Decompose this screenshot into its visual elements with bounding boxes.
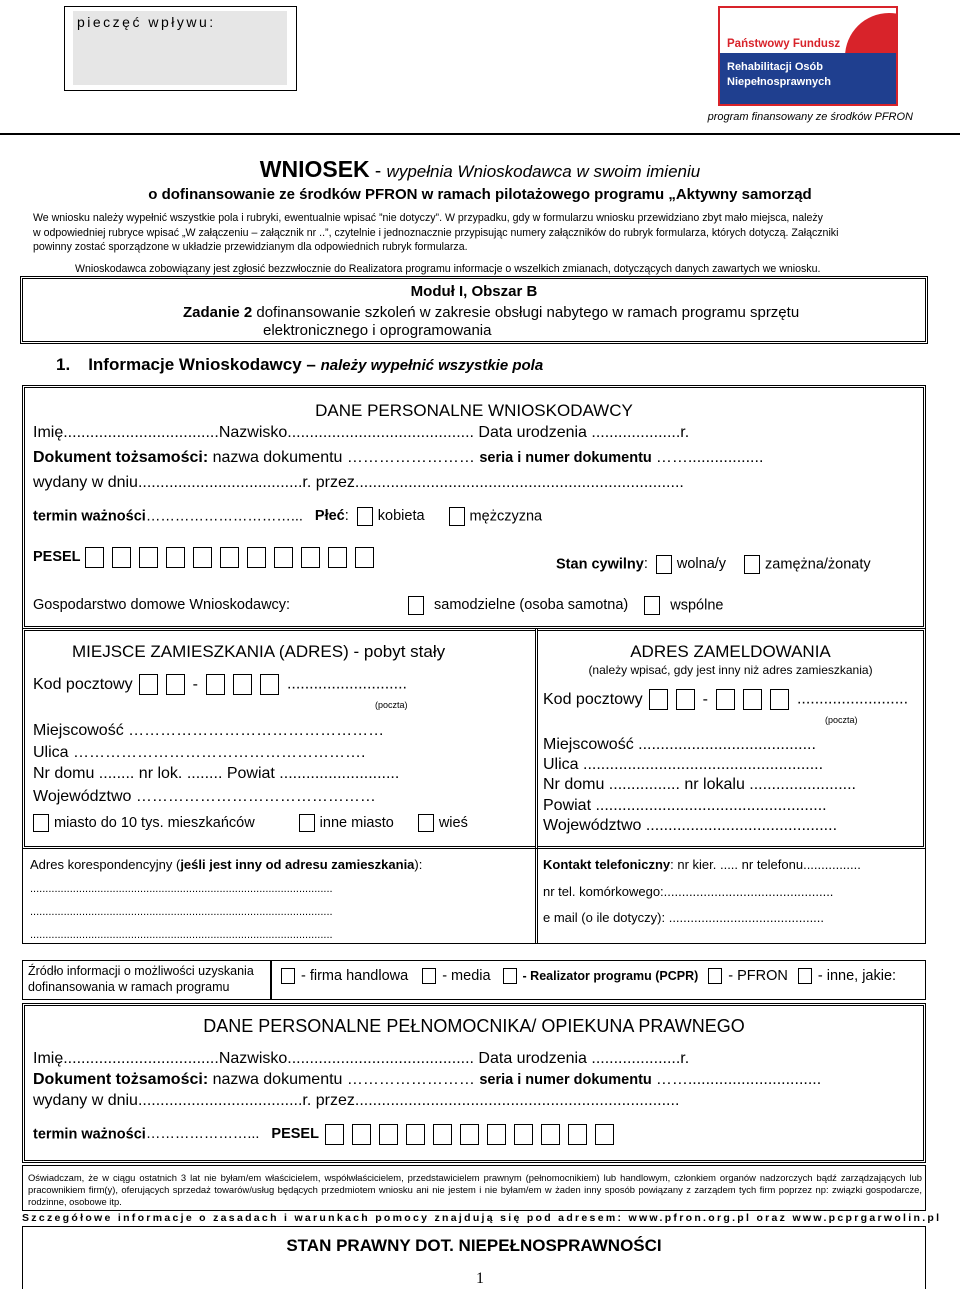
pesel-digit-box[interactable] <box>328 547 347 568</box>
source-divider <box>270 960 272 1000</box>
source-other-checkbox[interactable] <box>798 968 812 984</box>
postal-box[interactable] <box>716 689 735 710</box>
registration-city[interactable]: Miejscowość ........................................ <box>543 736 816 753</box>
stamp-label: pieczęć wpływu: <box>77 14 216 30</box>
pesel-digit-box[interactable] <box>325 1124 344 1145</box>
source-pfron-checkbox[interactable] <box>708 968 722 984</box>
task-number: Zadanie 2 <box>183 304 253 321</box>
pesel-digit-box[interactable] <box>355 547 374 568</box>
pesel-boxes <box>325 1126 622 1142</box>
pesel-digit-box[interactable] <box>433 1124 452 1145</box>
residence-locality-type <box>33 814 468 832</box>
task-text: dofinansowanie szkoleń w zakresie obsługi nabytego w ramach programu sprzętu <box>252 304 800 321</box>
household-row <box>33 597 290 613</box>
pesel-digit-box[interactable] <box>220 547 239 568</box>
postal-box[interactable] <box>206 674 225 695</box>
pesel-digit-box[interactable] <box>460 1124 479 1145</box>
title-line-2: o dofinansowanie ze środków PFRON w ramach pilotażowego programu „Aktywny samorząd <box>148 186 812 203</box>
correspondence-line[interactable]: ................................................................................................... <box>30 883 333 895</box>
sex-male-label: mężczyzna <box>469 508 543 525</box>
postal-box[interactable] <box>139 674 158 695</box>
form-title <box>0 156 960 183</box>
postal-box[interactable] <box>770 689 789 710</box>
applicant-pesel-row <box>33 547 382 568</box>
locality-village-checkbox[interactable] <box>418 814 434 832</box>
header-divider <box>0 133 960 135</box>
module-title: Moduł I, Obszar B <box>410 283 538 300</box>
residence-heading: MIEJSCE ZAMIESZKANIA (ADRES) - pobyt stały <box>72 642 446 661</box>
applicant-name-line[interactable]: Imię...................................Nazwisko.......................................... Data urodzenia ....................r. <box>33 424 690 441</box>
stamp-box <box>64 6 297 91</box>
personal-data-heading: DANE PERSONALNE WNIOSKODAWCY <box>315 401 633 420</box>
logo-line-2: Rehabilitacji Osób <box>727 61 823 73</box>
contact-email[interactable]: e mail (o ile dotyczy): ........................................... <box>543 910 825 925</box>
title-dash: - <box>369 161 387 182</box>
pesel-digit-box[interactable] <box>166 547 185 568</box>
correspondence-label: Adres korespondencyjny (jeśli jest inny od adresu zamieszkania): <box>30 857 423 872</box>
source-options: - firma handlowa - media - Realizator programu (PCPR) - PFRON - inne, jakie: <box>281 968 896 984</box>
marital-married-checkbox[interactable] <box>744 555 760 574</box>
section-1-title: Informacje Wnioskodawcy <box>88 355 302 374</box>
residence-postal-hint: (poczta) <box>375 700 408 710</box>
module-task-line-1 <box>183 304 799 321</box>
postal-box[interactable] <box>743 689 762 710</box>
registration-postal-label: Kod pocztowy <box>543 690 643 708</box>
postal-box[interactable] <box>233 674 252 695</box>
residence-house[interactable]: Nr domu ........ nr lok. ........ Powiat ........................... <box>33 765 400 782</box>
postal-box[interactable] <box>166 674 185 695</box>
section-1-note: należy wypełnić wszystkie pola <box>320 357 544 374</box>
postal-box[interactable] <box>649 689 668 710</box>
household-single-checkbox[interactable] <box>408 596 424 615</box>
marital-single-checkbox[interactable] <box>656 555 672 574</box>
section-1-dash: – <box>301 355 321 374</box>
pesel-digit-box[interactable] <box>247 547 266 568</box>
representative-document-line[interactable]: Dokument tożsamości: nazwa dokumentu …………………… seria i numer dokumentu …….............................. <box>33 1071 822 1088</box>
sex-male-checkbox[interactable] <box>449 507 465 526</box>
applicant-document-line[interactable] <box>33 449 763 467</box>
household-shared-checkbox[interactable] <box>644 596 660 615</box>
pfron-logo <box>718 6 898 106</box>
instructions-line-3: powinny zostać sporządzone w układzie przewidzianym dla odpowiednich rubryk formularza. <box>33 241 468 253</box>
household-options <box>408 596 723 615</box>
instructions-line-1: We wniosku należy wypełnić wszystkie pola i rubryki, ewentualnie wpisać ”nie dotyczy”. W przypadku, gdy w formularzu wniosku przewidziano zbyt mało miejsca, należy <box>33 212 823 224</box>
title-main: WNIOSEK <box>259 156 370 182</box>
logo-line-1: Państwowy Fundusz <box>727 38 841 50</box>
contact-phone[interactable]: Kontakt telefoniczny: nr kier. ..... nr telefonu................ <box>543 857 861 872</box>
household-shared-label: wspólne <box>670 597 724 614</box>
postal-dash: - <box>192 675 198 693</box>
representative-pesel-label: PESEL <box>271 1126 319 1143</box>
marital-married-label: zamężna/żonaty <box>765 556 871 573</box>
source-label-2: dofinansowania w ramach programu <box>28 980 230 994</box>
household-label: Gospodarstwo domowe Wnioskodawcy: <box>33 597 291 613</box>
household-single-label: samodzielne (osoba samotna) <box>434 597 629 614</box>
representative-name-line[interactable]: Imię...................................Nazwisko.......................................... Data urodzenia ....................r. <box>33 1050 690 1067</box>
doc-label: Dokument tożsamości: <box>33 449 209 466</box>
pesel-digit-box[interactable] <box>193 547 212 568</box>
source-shop-checkbox[interactable] <box>281 968 295 984</box>
sex-label: Płeć <box>314 508 345 525</box>
instructions-line-2: w odpowiedniej rubryce wpisać „W załączeniu – załącznik nr ..”, czytelnie i jednoznacznie przypisując numery załączników do rubryk formularza, których dotyczą. Załączniki <box>33 227 839 239</box>
validity-dots[interactable]: …………………………... <box>145 508 303 525</box>
residence-city[interactable]: Miejscowość ………………………………………… <box>33 722 385 739</box>
correspondence-line[interactable]: ................................................................................................... <box>30 929 333 941</box>
pesel-digit-box[interactable] <box>85 547 104 568</box>
section-1-number: 1. <box>56 355 71 374</box>
residence-postal-row <box>33 674 407 695</box>
pesel-digit-box[interactable] <box>487 1124 506 1145</box>
pesel-digit-box[interactable] <box>514 1124 533 1145</box>
funding-note: program finansowany ze środków PFRON <box>707 111 913 123</box>
registration-street[interactable]: Ulica ...................................................... <box>543 756 824 773</box>
source-label-1: Źródło informacji o możliwości uzyskania <box>28 964 254 978</box>
pesel-label: PESEL <box>33 549 81 566</box>
marital-label: Stan cywilny <box>556 556 644 573</box>
representative-heading: DANE PERSONALNE PEŁNOMOCNIKA/ OPIEKUNA PRAWNEGO <box>203 1016 745 1036</box>
registration-county[interactable]: Powiat .................................................... <box>543 797 827 814</box>
validity-label: termin ważności <box>33 508 146 525</box>
residence-voivodeship[interactable]: Województwo ……………………………………… <box>33 788 376 805</box>
doc-name: nazwa dokumentu …………………… <box>208 449 480 466</box>
declaration-text: Oświadczam, że w ciągu ostatnich 3 lat nie byłam/em właścicielem, współwłaścicielem, przedstawicielem prawnym (pełnomocnikiem) lub handlowym, członkiem organów nadzorczych bądź zarządzających lub pracownikiem firm(y), oferujących sprzedaż towarów/usług będących przedmiotem wniosku ani nie jestem i nie byłam/em w żaden inny sposób powiązany z zarządem tych firm poprzez np: związki gospodarcze, rodzinne, osobowe itp. <box>28 1172 922 1207</box>
registration-postal-dots[interactable]: ......................... <box>796 690 909 708</box>
pesel-digit-box[interactable] <box>379 1124 398 1145</box>
pesel-digit-box[interactable] <box>406 1124 425 1145</box>
source-realizator-checkbox[interactable] <box>503 968 517 984</box>
representative-validity-dots[interactable]: …………………... <box>145 1126 260 1143</box>
registration-postal-row <box>543 689 908 710</box>
doc-series: seria i numer dokumentu <box>479 450 656 466</box>
pesel-digit-box[interactable] <box>139 547 158 568</box>
locality-village-label: wieś <box>438 814 468 831</box>
locality-city10-checkbox[interactable] <box>33 814 49 832</box>
sex-female-checkbox[interactable] <box>357 507 373 526</box>
registration-house[interactable]: Nr domu ................ nr lokalu ........................ <box>543 776 856 793</box>
registration-heading: ADRES ZAMELDOWANIA <box>630 642 831 661</box>
representative-validity-pesel: termin ważności…………………... PESEL <box>33 1124 622 1145</box>
representative-issued-line[interactable]: wydany w dniu.....................................r. przez......................................................................... <box>33 1092 680 1109</box>
contact-mobile[interactable]: nr tel. komórkowego:............................................... <box>543 884 834 899</box>
logo-line-3: Niepełnosprawnych <box>727 76 831 88</box>
applicant-issued-line[interactable]: wydany w dniu.....................................r. przez.......................................................................... <box>33 474 684 491</box>
doc-series-dots: ……................. <box>655 449 764 466</box>
source-media-checkbox[interactable] <box>422 968 436 984</box>
section-1-heading <box>56 355 543 375</box>
registration-voivodeship[interactable]: Województwo ........................................... <box>543 817 838 834</box>
locality-city-checkbox[interactable] <box>299 814 315 832</box>
residence-street[interactable]: Ulica ………………………………………………. <box>33 744 366 761</box>
sex-female-label: kobieta <box>377 508 425 525</box>
applicant-validity-sex-line: termin ważności…………………………... Płeć: kobieta mężczyzna <box>33 508 543 525</box>
registration-note: (należy wpisać, gdy jest inny niż adres zamieszkania) <box>588 663 873 677</box>
registration-postal-hint: (poczta) <box>825 715 858 725</box>
marital-status-row: Stan cywilny: wolna/y zamężna/żonaty <box>556 556 871 573</box>
pesel-digit-box[interactable] <box>352 1124 371 1145</box>
postal-box[interactable] <box>260 674 279 695</box>
marital-single-label: wolna/y <box>676 556 727 573</box>
footer-info: Szczegółowe informacje o zasadach i warunkach pomocy znajdują się pod adresem: www.pfron.org.pl oraz www.pcprgarwolin.pl <box>22 1212 942 1224</box>
page-number: 1 <box>476 1270 484 1287</box>
postal-box[interactable] <box>676 689 695 710</box>
pesel-digit-box[interactable] <box>568 1124 587 1145</box>
pesel-digit-box[interactable] <box>595 1124 614 1145</box>
module-task-line-2: elektronicznego i oprogramowania <box>263 322 492 339</box>
correspondence-line[interactable]: ................................................................................................... <box>30 906 333 918</box>
pesel-digit-box[interactable] <box>274 547 293 568</box>
locality-city-label: inne miasto <box>319 814 394 831</box>
residence-postal-label: Kod pocztowy <box>33 675 133 693</box>
pesel-digit-box[interactable] <box>301 547 320 568</box>
title-subtitle: wypełnia Wnioskodawca w swoim imieniu <box>386 162 701 181</box>
disability-heading: STAN PRAWNY DOT. NIEPEŁNOSPRAWNOŚCI <box>286 1236 662 1255</box>
pesel-boxes <box>85 549 382 565</box>
pesel-digit-box[interactable] <box>541 1124 560 1145</box>
registration-postal-dash: - <box>702 690 708 708</box>
residence-postal-dots[interactable]: ........................... <box>286 675 407 693</box>
locality-city10-label: miasto do 10 tys. mieszkańców <box>54 814 255 831</box>
pesel-digit-box[interactable] <box>112 547 131 568</box>
instructions-changes: Wnioskodawca zobowiązany jest zgłosić bezzwłocznie do Realizatora programu informacje o wszelkich zmianach, dotyczących danych zawartych we wniosku. <box>75 263 821 275</box>
